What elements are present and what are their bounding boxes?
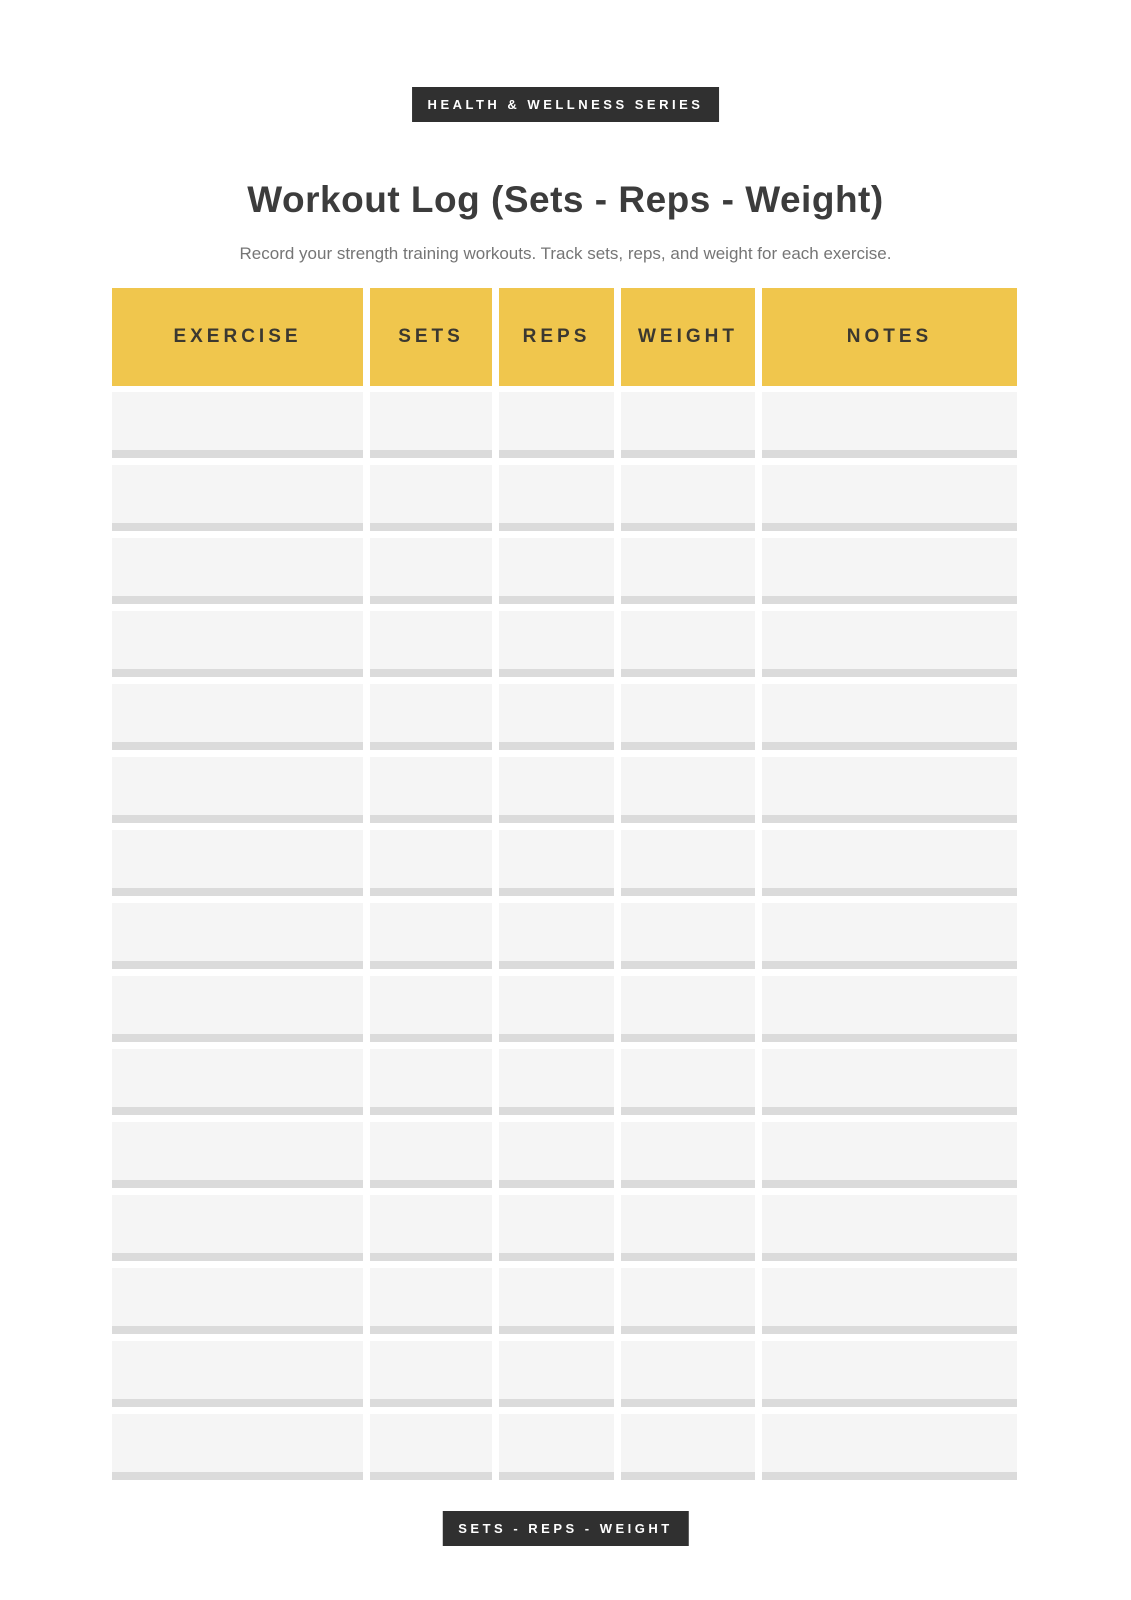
cell-notes-row-4[interactable]: [762, 611, 1017, 677]
cell-notes-row-5[interactable]: [762, 684, 1017, 750]
cell-reps-row-5[interactable]: [499, 684, 614, 750]
cell-exercise-row-11[interactable]: [112, 1122, 363, 1188]
cell-weight-row-5[interactable]: [621, 684, 755, 750]
cell-sets-row-7[interactable]: [370, 830, 492, 896]
cell-notes-row-14[interactable]: [762, 1341, 1017, 1407]
table-row: [112, 830, 1018, 896]
column-header-weight: WEIGHT: [621, 288, 755, 386]
cell-notes-row-10[interactable]: [762, 1049, 1017, 1115]
table-row: [112, 611, 1018, 677]
cell-reps-row-1[interactable]: [499, 392, 614, 458]
cell-weight-row-11[interactable]: [621, 1122, 755, 1188]
table-row: [112, 976, 1018, 1042]
cell-exercise-row-3[interactable]: [112, 538, 363, 604]
cell-sets-row-1[interactable]: [370, 392, 492, 458]
cell-exercise-row-2[interactable]: [112, 465, 363, 531]
cell-exercise-row-9[interactable]: [112, 976, 363, 1042]
cell-weight-row-4[interactable]: [621, 611, 755, 677]
table-row: [112, 538, 1018, 604]
cell-weight-row-2[interactable]: [621, 465, 755, 531]
cell-sets-row-2[interactable]: [370, 465, 492, 531]
cell-weight-row-3[interactable]: [621, 538, 755, 604]
table-row: [112, 1122, 1018, 1188]
cell-sets-row-5[interactable]: [370, 684, 492, 750]
table-row: [112, 1414, 1018, 1480]
cell-notes-row-11[interactable]: [762, 1122, 1017, 1188]
cell-reps-row-3[interactable]: [499, 538, 614, 604]
cell-sets-row-4[interactable]: [370, 611, 492, 677]
cell-sets-row-3[interactable]: [370, 538, 492, 604]
page-title: Workout Log (Sets - Reps - Weight): [247, 178, 884, 220]
column-header-reps: REPS: [499, 288, 614, 386]
cell-reps-row-4[interactable]: [499, 611, 614, 677]
table-row: [112, 465, 1018, 531]
cell-weight-row-12[interactable]: [621, 1195, 755, 1261]
table-body: [112, 392, 1018, 1480]
cell-weight-row-8[interactable]: [621, 903, 755, 969]
cell-notes-row-15[interactable]: [762, 1414, 1017, 1480]
cell-exercise-row-7[interactable]: [112, 830, 363, 896]
cell-reps-row-7[interactable]: [499, 830, 614, 896]
cell-sets-row-8[interactable]: [370, 903, 492, 969]
table-row: [112, 392, 1018, 458]
table-row: [112, 1341, 1018, 1407]
cell-reps-row-10[interactable]: [499, 1049, 614, 1115]
cell-exercise-row-5[interactable]: [112, 684, 363, 750]
cell-notes-row-3[interactable]: [762, 538, 1017, 604]
cell-sets-row-6[interactable]: [370, 757, 492, 823]
table-row: [112, 1195, 1018, 1261]
cell-exercise-row-4[interactable]: [112, 611, 363, 677]
cell-exercise-row-12[interactable]: [112, 1195, 363, 1261]
cell-exercise-row-8[interactable]: [112, 903, 363, 969]
cell-exercise-row-15[interactable]: [112, 1414, 363, 1480]
cell-reps-row-15[interactable]: [499, 1414, 614, 1480]
table-row: [112, 1268, 1018, 1334]
cell-exercise-row-10[interactable]: [112, 1049, 363, 1115]
cell-notes-row-9[interactable]: [762, 976, 1017, 1042]
page-subtitle: Record your strength training workouts. Track sets, reps, and weight for each exercise.: [239, 244, 892, 263]
cell-sets-row-11[interactable]: [370, 1122, 492, 1188]
cell-reps-row-2[interactable]: [499, 465, 614, 531]
cell-weight-row-7[interactable]: [621, 830, 755, 896]
cell-reps-row-12[interactable]: [499, 1195, 614, 1261]
cell-reps-row-8[interactable]: [499, 903, 614, 969]
column-header-exercise: EXERCISE: [112, 288, 363, 386]
cell-notes-row-2[interactable]: [762, 465, 1017, 531]
cell-exercise-row-13[interactable]: [112, 1268, 363, 1334]
series-badge: HEALTH & WELLNESS SERIES: [412, 87, 720, 122]
table-row: [112, 1049, 1018, 1115]
cell-sets-row-12[interactable]: [370, 1195, 492, 1261]
cell-weight-row-1[interactable]: [621, 392, 755, 458]
cell-notes-row-7[interactable]: [762, 830, 1017, 896]
cell-reps-row-13[interactable]: [499, 1268, 614, 1334]
cell-weight-row-14[interactable]: [621, 1341, 755, 1407]
table-header-row: [112, 288, 1018, 386]
cell-sets-row-15[interactable]: [370, 1414, 492, 1480]
cell-exercise-row-14[interactable]: [112, 1341, 363, 1407]
cell-sets-row-10[interactable]: [370, 1049, 492, 1115]
cell-weight-row-6[interactable]: [621, 757, 755, 823]
cell-notes-row-13[interactable]: [762, 1268, 1017, 1334]
column-header-sets: SETS: [370, 288, 492, 386]
column-header-notes: NOTES: [762, 288, 1017, 386]
footer-badge: SETS - REPS - WEIGHT: [442, 1511, 688, 1546]
cell-weight-row-10[interactable]: [621, 1049, 755, 1115]
table-row: [112, 757, 1018, 823]
cell-notes-row-12[interactable]: [762, 1195, 1017, 1261]
cell-sets-row-14[interactable]: [370, 1341, 492, 1407]
cell-weight-row-13[interactable]: [621, 1268, 755, 1334]
cell-notes-row-1[interactable]: [762, 392, 1017, 458]
cell-sets-row-9[interactable]: [370, 976, 492, 1042]
workout-log-table: [112, 288, 1018, 1487]
cell-sets-row-13[interactable]: [370, 1268, 492, 1334]
table-row: [112, 903, 1018, 969]
cell-weight-row-15[interactable]: [621, 1414, 755, 1480]
cell-notes-row-8[interactable]: [762, 903, 1017, 969]
cell-exercise-row-1[interactable]: [112, 392, 363, 458]
cell-weight-row-9[interactable]: [621, 976, 755, 1042]
cell-reps-row-6[interactable]: [499, 757, 614, 823]
cell-reps-row-14[interactable]: [499, 1341, 614, 1407]
table-row: [112, 684, 1018, 750]
cell-notes-row-6[interactable]: [762, 757, 1017, 823]
cell-exercise-row-6[interactable]: [112, 757, 363, 823]
cell-reps-row-9[interactable]: [499, 976, 614, 1042]
cell-reps-row-11[interactable]: [499, 1122, 614, 1188]
